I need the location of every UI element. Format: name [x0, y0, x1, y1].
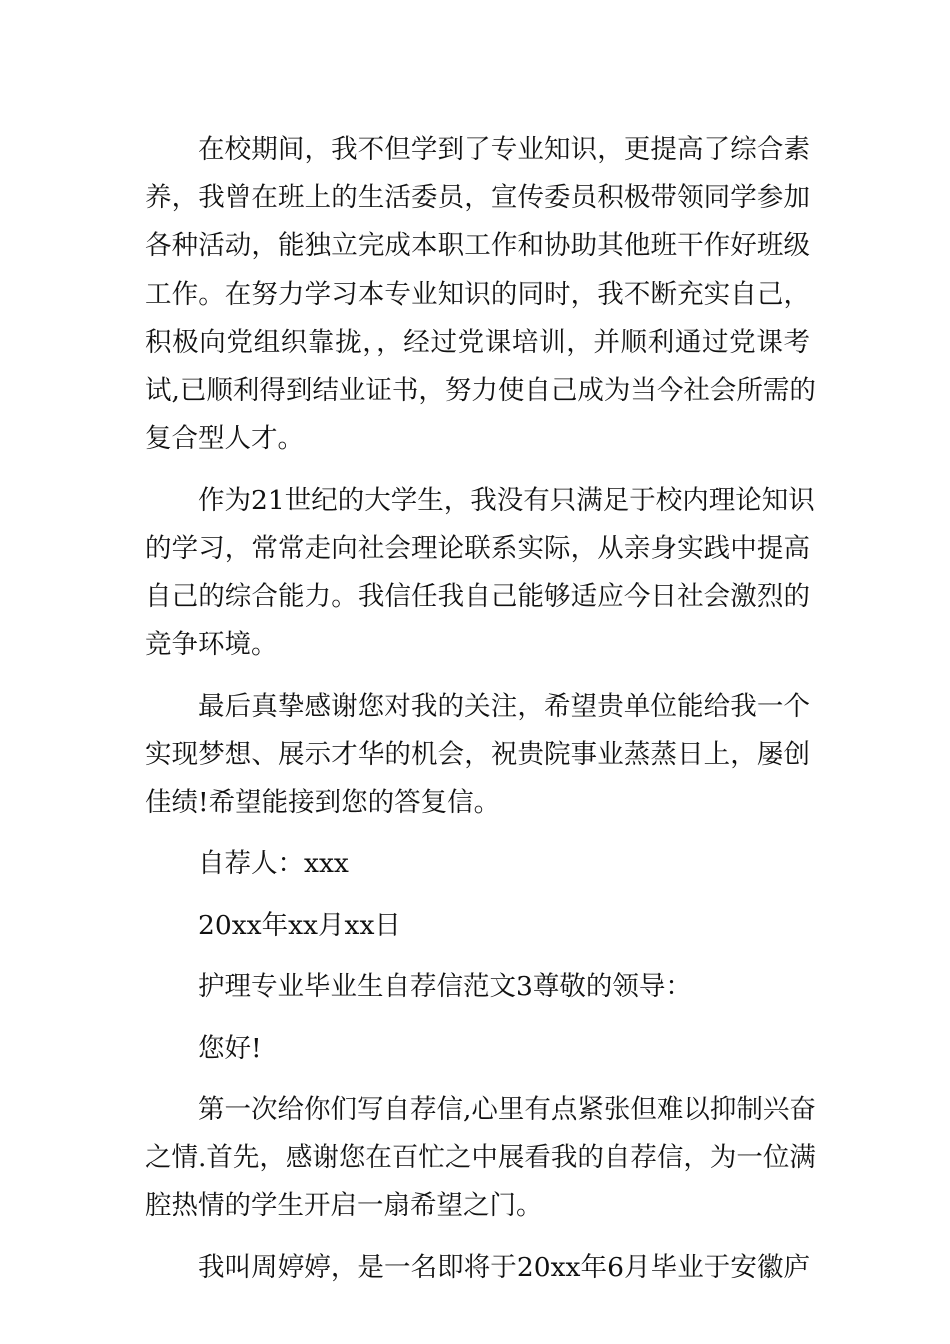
paragraph-first-letter: [145, 1086, 816, 1231]
paragraph-practice: [145, 477, 815, 670]
date-line: 20xx年xx月xx日: [198, 909, 401, 941]
text-line: 最后真挚感谢您对我的关注，希望贵单位能给我一个: [198, 690, 810, 722]
text-line: 的学习，常常走向社会理论联系实际，从亲身实践中提高: [145, 532, 810, 564]
text-line: 腔热情的学生开启一扇希望之门。: [145, 1190, 543, 1222]
text-line: 积极向党组织靠拢，，经过党课培训，并顺利通过党课考: [145, 326, 810, 358]
greeting-line: 您好!: [198, 1032, 262, 1064]
section-heading: 护理专业毕业生自荐信范文3尊敬的领导：: [198, 971, 692, 1003]
text-line: 之情.首先，感谢您在百忙之中展看我的自荐信，为一位满: [145, 1142, 816, 1174]
text-line: 自己的综合能力。我信任我自己能够适应今日社会激烈的: [145, 581, 810, 613]
paragraph-school-period: [145, 126, 816, 463]
text-line: 在校期间，我不但学到了专业知识，更提高了综合素: [198, 134, 810, 165]
text-line: 我叫周婷婷，是一名即将于20xx年6月毕业于安徽庐: [198, 1251, 810, 1283]
text-line: 试,已顺利得到结业证书，努力使自己成为当今社会所需的: [145, 375, 816, 407]
text-line: 工作。在努力学习本专业知识的同时，我不断充实自己，: [145, 278, 810, 310]
paragraph-closing-thanks: [145, 683, 810, 828]
text-line: 佳绩!希望能接到您的答复信。: [145, 787, 501, 819]
text-line: 作为21世纪的大学生，我没有只满足于校内理论知识: [198, 484, 815, 516]
text-line: 各种活动，能独立完成本职工作和协助其他班干作好班级: [145, 230, 810, 262]
text-line: 实现梦想、展示才华的机会，祝贵院事业蒸蒸日上，屡创: [145, 738, 810, 770]
paragraph-introduction: [145, 1244, 810, 1292]
text-line: 养，我曾在班上的生活委员，宣传委员积极带领同学参加: [145, 182, 810, 214]
signature-line: 自荐人：xxx: [198, 848, 349, 880]
text-line: 竞争环境。: [145, 629, 278, 661]
letter-body: [145, 126, 816, 1305]
text-line: 复合型人才。: [145, 423, 304, 455]
text-line: 第一次给你们写自荐信,心里有点紧张但难以抑制兴奋: [198, 1093, 816, 1125]
